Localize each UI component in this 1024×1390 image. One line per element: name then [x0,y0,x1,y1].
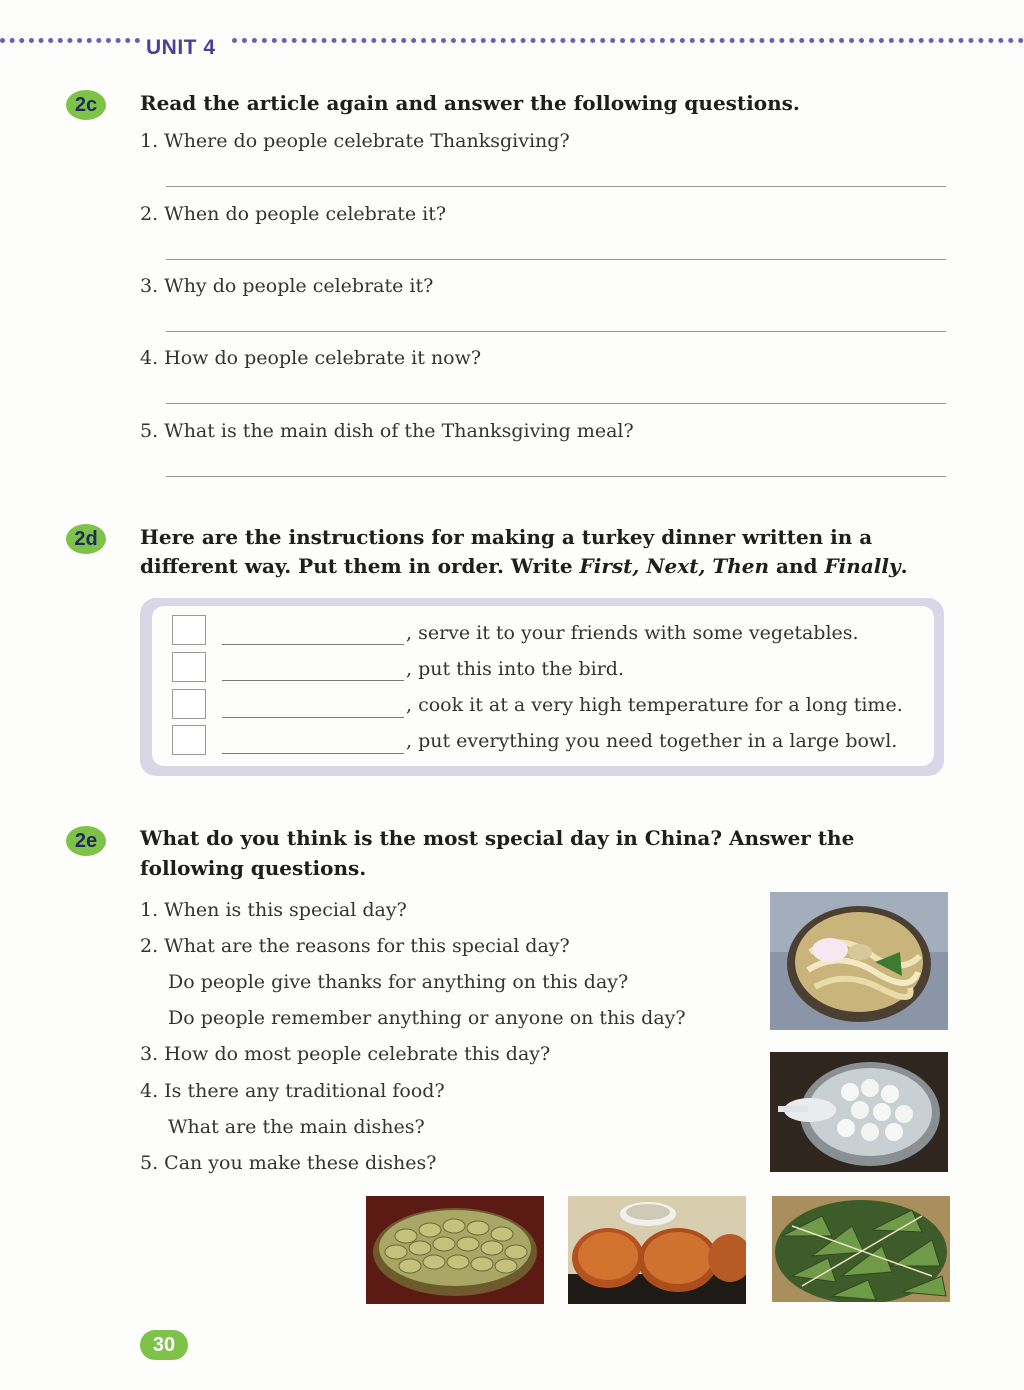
instruction-and: and [769,554,825,578]
step-text-4: , put everything you need together in a large bowl. [406,730,898,752]
question-2c-3: 3. Why do people celebrate it? [140,275,434,297]
question-2e-3: 3. How do most people celebrate this day? [140,1043,551,1065]
answer-line[interactable] [166,403,946,404]
zongzi-photo [772,1196,950,1302]
question-2e-5: 5. Can you make these dishes? [140,1152,437,1174]
order-blank-2[interactable] [222,680,404,681]
order-blank-4[interactable] [222,753,404,754]
noodle-soup-photo [770,892,948,1030]
order-blank-3[interactable] [222,717,404,718]
section-2d-instruction-line1: Here are the instructions for making a turkey dinner written in a [140,525,873,549]
section-2c-instruction: Read the article again and answer the following questions. [140,91,800,115]
question-2e-4: 4. Is there any traditional food? [140,1080,445,1102]
instruction-keywords: First, Next, Then [579,554,770,578]
step-text-3: , cook it at a very high temperature for a long time. [406,694,903,716]
section-badge-2e: 2e [66,826,106,856]
header-dots-left [0,38,140,55]
answer-line[interactable] [166,186,946,187]
step-text-2: , put this into the bird. [406,658,624,680]
answer-line[interactable] [166,259,946,260]
order-checkbox-1[interactable] [172,615,206,645]
question-2c-5: 5. What is the main dish of the Thanksgiving meal? [140,420,634,442]
answer-line[interactable] [166,476,946,477]
section-2d-instruction-line2 [140,551,908,581]
answer-line[interactable] [166,331,946,332]
question-2e-4a: What are the main dishes? [168,1116,425,1138]
order-checkbox-3[interactable] [172,689,206,719]
mooncakes-photo [568,1196,746,1304]
question-2e-1: 1. When is this special day? [140,899,407,921]
question-2c-1: 1. Where do people celebrate Thanksgiving? [140,130,570,152]
instruction-period: . [900,554,908,578]
section-2e-instruction-line2: following questions. [140,856,367,880]
section-2e-instruction-line1: What do you think is the most special day in China? Answer the [140,826,855,850]
question-2c-4: 4. How do people celebrate it now? [140,347,482,369]
order-checkbox-4[interactable] [172,725,206,755]
tangyuan-photo [770,1052,948,1172]
instruction-text: different way. Put them in order. Write [140,554,580,578]
order-checkbox-2[interactable] [172,652,206,682]
page-number: 30 [140,1330,188,1360]
unit-title: UNIT 4 [146,36,216,59]
instruction-finally: Finally [824,554,901,578]
dumplings-photo [366,1196,544,1304]
header-dots-right [232,38,1024,55]
question-2c-2: 2. When do people celebrate it? [140,203,447,225]
question-2e-2a: Do people give thanks for anything on this day? [168,971,629,993]
section-badge-2c: 2c [66,90,106,120]
order-blank-1[interactable] [222,644,404,645]
section-badge-2d: 2d [66,524,106,554]
step-text-1: , serve it to your friends with some vegetables. [406,622,859,644]
question-2e-2: 2. What are the reasons for this special day? [140,935,570,957]
question-2e-2b: Do people remember anything or anyone on this day? [168,1007,686,1029]
